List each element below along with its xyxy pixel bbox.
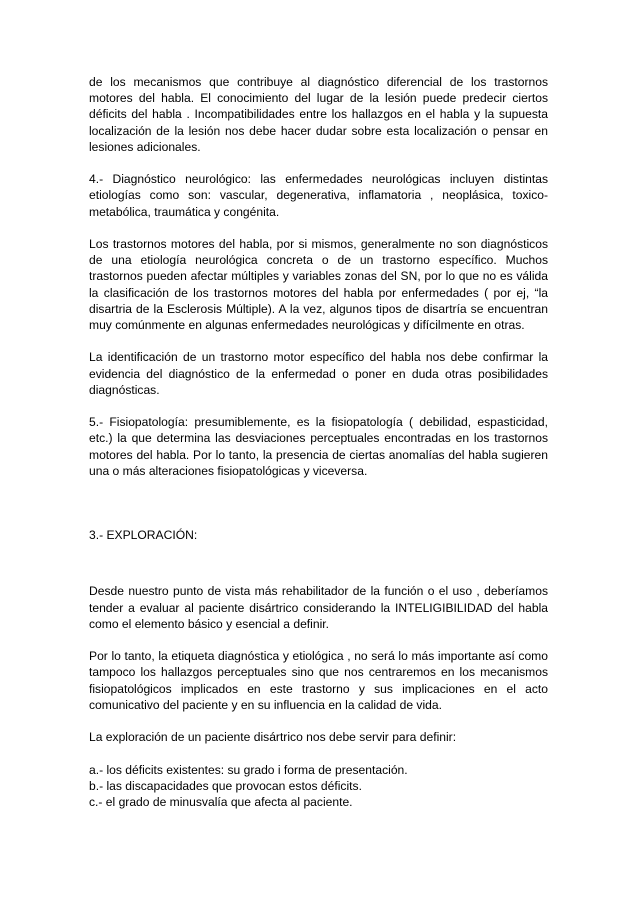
list-item: a.- los déficits existentes: su grado i forma de presentación. xyxy=(89,762,408,777)
list-item: b.- las discapacidades que provocan estos déficits. xyxy=(89,778,362,793)
paragraph-intelligibility: Desde nuestro punto de vista más rehabilitador de la función o el uso , deberíamos tender a evaluar al paciente disártrico considerando la INTELIGIBILIDAD del habla como el elemento básico y esencial a definir. xyxy=(89,584,548,631)
document-page xyxy=(89,74,548,810)
paragraph-motor-disorders: Los trastornos motores del habla, por si mismos, generalmente no son diagnósticos de una etiología neurológica concreta o de un trastorno específico. Muchos trastornos pueden afectar múltiples y variables zonas del SN, por lo que no es válida la clasificación de los trastornos motores del habla por enfermedades ( por ej, “la disartria de la Esclerosis Múltiple). A la vez, algunos tipos de disartría se encuentran muy comúnmente en algunas enfermedades neurológicas y difícilmente en otras. xyxy=(89,237,548,333)
paragraph-neurological-diagnosis: 4.- Diagnóstico neurológico: las enfermedades neurológicas incluyen distintas etiologías como son: vascular, degenerativa, inflamatoria , neoplásica, toxico-metabólica, traumática y congénita. xyxy=(89,172,548,219)
list-item: c.- el grado de minusvalía que afecta al paciente. xyxy=(89,795,353,809)
paragraph-diagnostic-label: Por lo tanto, la etiqueta diagnóstica y etiológica , no será lo más importante así como tampoco los hallazgos perceptuales sino que nos centraremos en los mecanismos fisiopatológicos implicados en este trastorno y sus implicaciones en el acto comunicativo del paciente y en su influencia en la calidad de vida. xyxy=(89,649,548,712)
paragraph-exploration-intro: La exploración de un paciente disártrico nos debe servir para definir: xyxy=(89,730,457,745)
section-heading: 3.- EXPLORACIÓN: xyxy=(89,528,198,543)
section-spacer xyxy=(89,495,548,527)
exploration-list xyxy=(89,762,548,811)
paragraph-identification: La identificación de un trastorno motor específico del habla nos debe confirmar la evidencia del diagnóstico de la enfermedad o poner en duda otras posibilidades diagnósticas. xyxy=(89,350,548,397)
heading-spacer xyxy=(89,543,548,583)
paragraph-lesion-localization: de los mecanismos que contribuye al diagnóstico diferencial de los trastornos motores del habla. El conocimiento del lugar de la lesión puede predecir ciertos déficits del habla . Incompatibilidades entre los hallazgos en el habla y la supuesta localización de la lesión nos debe hacer dudar sobre esta localización o pensar en lesiones adicionales. xyxy=(89,75,548,154)
paragraph-physiopathology: 5.- Fisiopatología: presumiblemente, es la fisiopatología ( debilidad, espasticidad, etc.) la que determina las desviaciones perceptuales encontradas en los trastornos motores del habla. Por lo tanto, la presencia de ciertas anomalías del habla sugieren una o más alteraciones fisiopatológicas y viceversa. xyxy=(89,415,548,478)
